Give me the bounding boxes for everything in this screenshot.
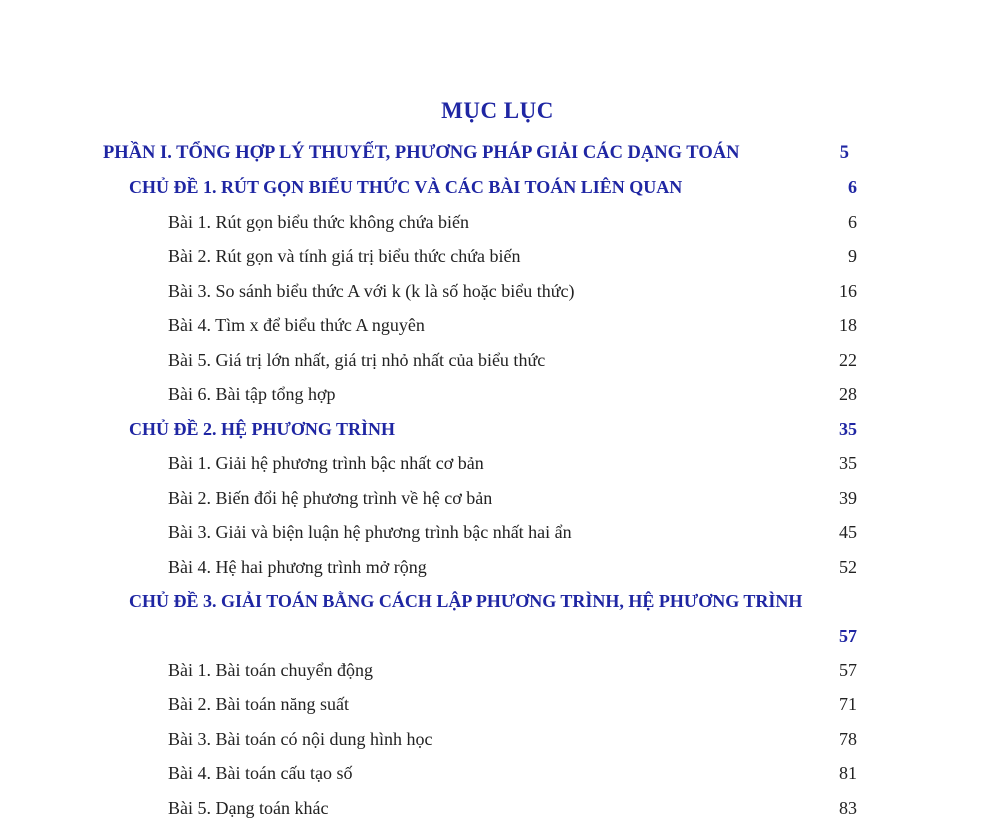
toc-entry-page: 5 bbox=[839, 143, 849, 163]
toc-entry-topic-1[interactable] bbox=[129, 174, 857, 200]
toc-entry-label: Bài 4. Bài toán cấu tạo số bbox=[168, 763, 353, 783]
toc-entry-page: 39 bbox=[839, 488, 857, 508]
toc-entry-page: 6 bbox=[848, 212, 857, 232]
toc-entry-label: CHỦ ĐỀ 3. GIẢI TOÁN BẰNG CÁCH LẬP PHƯƠNG TRÌNH, HỆ PHƯƠNG TRÌNH bbox=[129, 591, 803, 611]
toc-entry-label: Bài 1. Rút gọn biểu thức không chứa biến bbox=[168, 212, 469, 232]
toc-entry-topic2-lesson-1[interactable] bbox=[168, 450, 857, 476]
toc-entry-label: CHỦ ĐỀ 2. HỆ PHƯƠNG TRÌNH bbox=[129, 419, 396, 439]
toc-entry-page: 18 bbox=[839, 315, 857, 335]
toc-entry-page: 9 bbox=[848, 246, 857, 266]
toc-entry-page: 71 bbox=[839, 694, 857, 714]
toc-entry-page: 35 bbox=[839, 419, 857, 439]
toc-entry-label: Bài 3. Giải và biện luận hệ phương trình bậc nhất hai ẩn bbox=[168, 522, 572, 542]
toc-entry-topic1-lesson-3[interactable] bbox=[168, 278, 857, 304]
toc-entry-label: Bài 3. Bài toán có nội dung hình học bbox=[168, 729, 433, 749]
toc-entry-topic2-lesson-2[interactable] bbox=[168, 485, 857, 511]
toc-entry-topic3-lesson-1[interactable] bbox=[168, 657, 857, 683]
toc-entry-label: Bài 4. Tìm x để biểu thức A nguyên bbox=[168, 315, 425, 335]
toc-entry-page: 22 bbox=[839, 350, 857, 370]
toc-entry-topic1-lesson-4[interactable] bbox=[168, 312, 857, 338]
toc-entry-topic1-lesson-6[interactable] bbox=[168, 381, 857, 407]
toc-entry-page: 78 bbox=[839, 729, 857, 749]
toc-entry-page: 16 bbox=[839, 281, 857, 301]
toc-entry-topic1-lesson-5[interactable] bbox=[168, 347, 857, 373]
toc-entry-page: 6 bbox=[848, 177, 857, 197]
toc-entry-topic3-lesson-2[interactable] bbox=[168, 691, 857, 717]
toc-entry-label: Bài 2. Biến đổi hệ phương trình về hệ cơ bản bbox=[168, 488, 493, 508]
toc-entry-page: 52 bbox=[839, 557, 857, 577]
toc-entry-page: 28 bbox=[839, 384, 857, 404]
toc-entry-page: 57 bbox=[839, 660, 857, 680]
toc-entry-page: 35 bbox=[839, 453, 857, 473]
toc-entry-topic-2[interactable] bbox=[129, 416, 857, 442]
toc-entry-topic3-lesson-4[interactable] bbox=[168, 760, 857, 786]
toc-entry-topic1-lesson-1[interactable] bbox=[168, 209, 857, 235]
toc-entry-topic3-lesson-3[interactable] bbox=[168, 726, 857, 752]
toc-entry-topic-3[interactable] bbox=[129, 588, 857, 614]
toc-entry-label: Bài 4. Hệ hai phương trình mở rộng bbox=[168, 557, 427, 577]
toc-entry-label: CHỦ ĐỀ 1. RÚT GỌN BIỂU THỨC VÀ CÁC BÀI TOÁN LIÊN QUAN bbox=[129, 177, 683, 197]
toc-entry-label: Bài 1. Giải hệ phương trình bậc nhất cơ bản bbox=[168, 453, 484, 473]
toc-entry-label: Bài 6. Bài tập tổng hợp bbox=[168, 384, 336, 404]
toc-entry-label: PHẦN I. TỔNG HỢP LÝ THUYẾT, PHƯƠNG PHÁP GIẢI CÁC DẠNG TOÁN bbox=[103, 143, 740, 163]
toc-entry-part-1[interactable] bbox=[103, 140, 849, 166]
toc-entry-page: 83 bbox=[839, 798, 857, 818]
toc-title: MỤC LỤC bbox=[441, 98, 554, 123]
toc-entry-label: Bài 3. So sánh biểu thức A với k (k là số hoặc biểu thức) bbox=[168, 281, 575, 301]
toc-entry-label: Bài 5. Dạng toán khác bbox=[168, 798, 329, 818]
toc-entry-topic2-lesson-3[interactable] bbox=[168, 519, 857, 545]
toc-entry-page: 45 bbox=[839, 522, 857, 542]
toc-entry-topic-3-page[interactable]: 57 bbox=[839, 626, 857, 646]
toc-entry-topic2-lesson-4[interactable] bbox=[168, 554, 857, 580]
toc-entry-topic1-lesson-2[interactable] bbox=[168, 243, 857, 269]
toc-entry-label: Bài 2. Bài toán năng suất bbox=[168, 694, 349, 714]
toc-entry-topic3-lesson-5[interactable] bbox=[168, 795, 857, 821]
toc-entry-label: Bài 1. Bài toán chuyển động bbox=[168, 660, 373, 680]
toc-entry-label: Bài 2. Rút gọn và tính giá trị biểu thức chứa biến bbox=[168, 246, 521, 266]
toc-entry-label: Bài 5. Giá trị lớn nhất, giá trị nhỏ nhất của biểu thức bbox=[168, 350, 546, 370]
toc-entry-page: 81 bbox=[839, 763, 857, 783]
